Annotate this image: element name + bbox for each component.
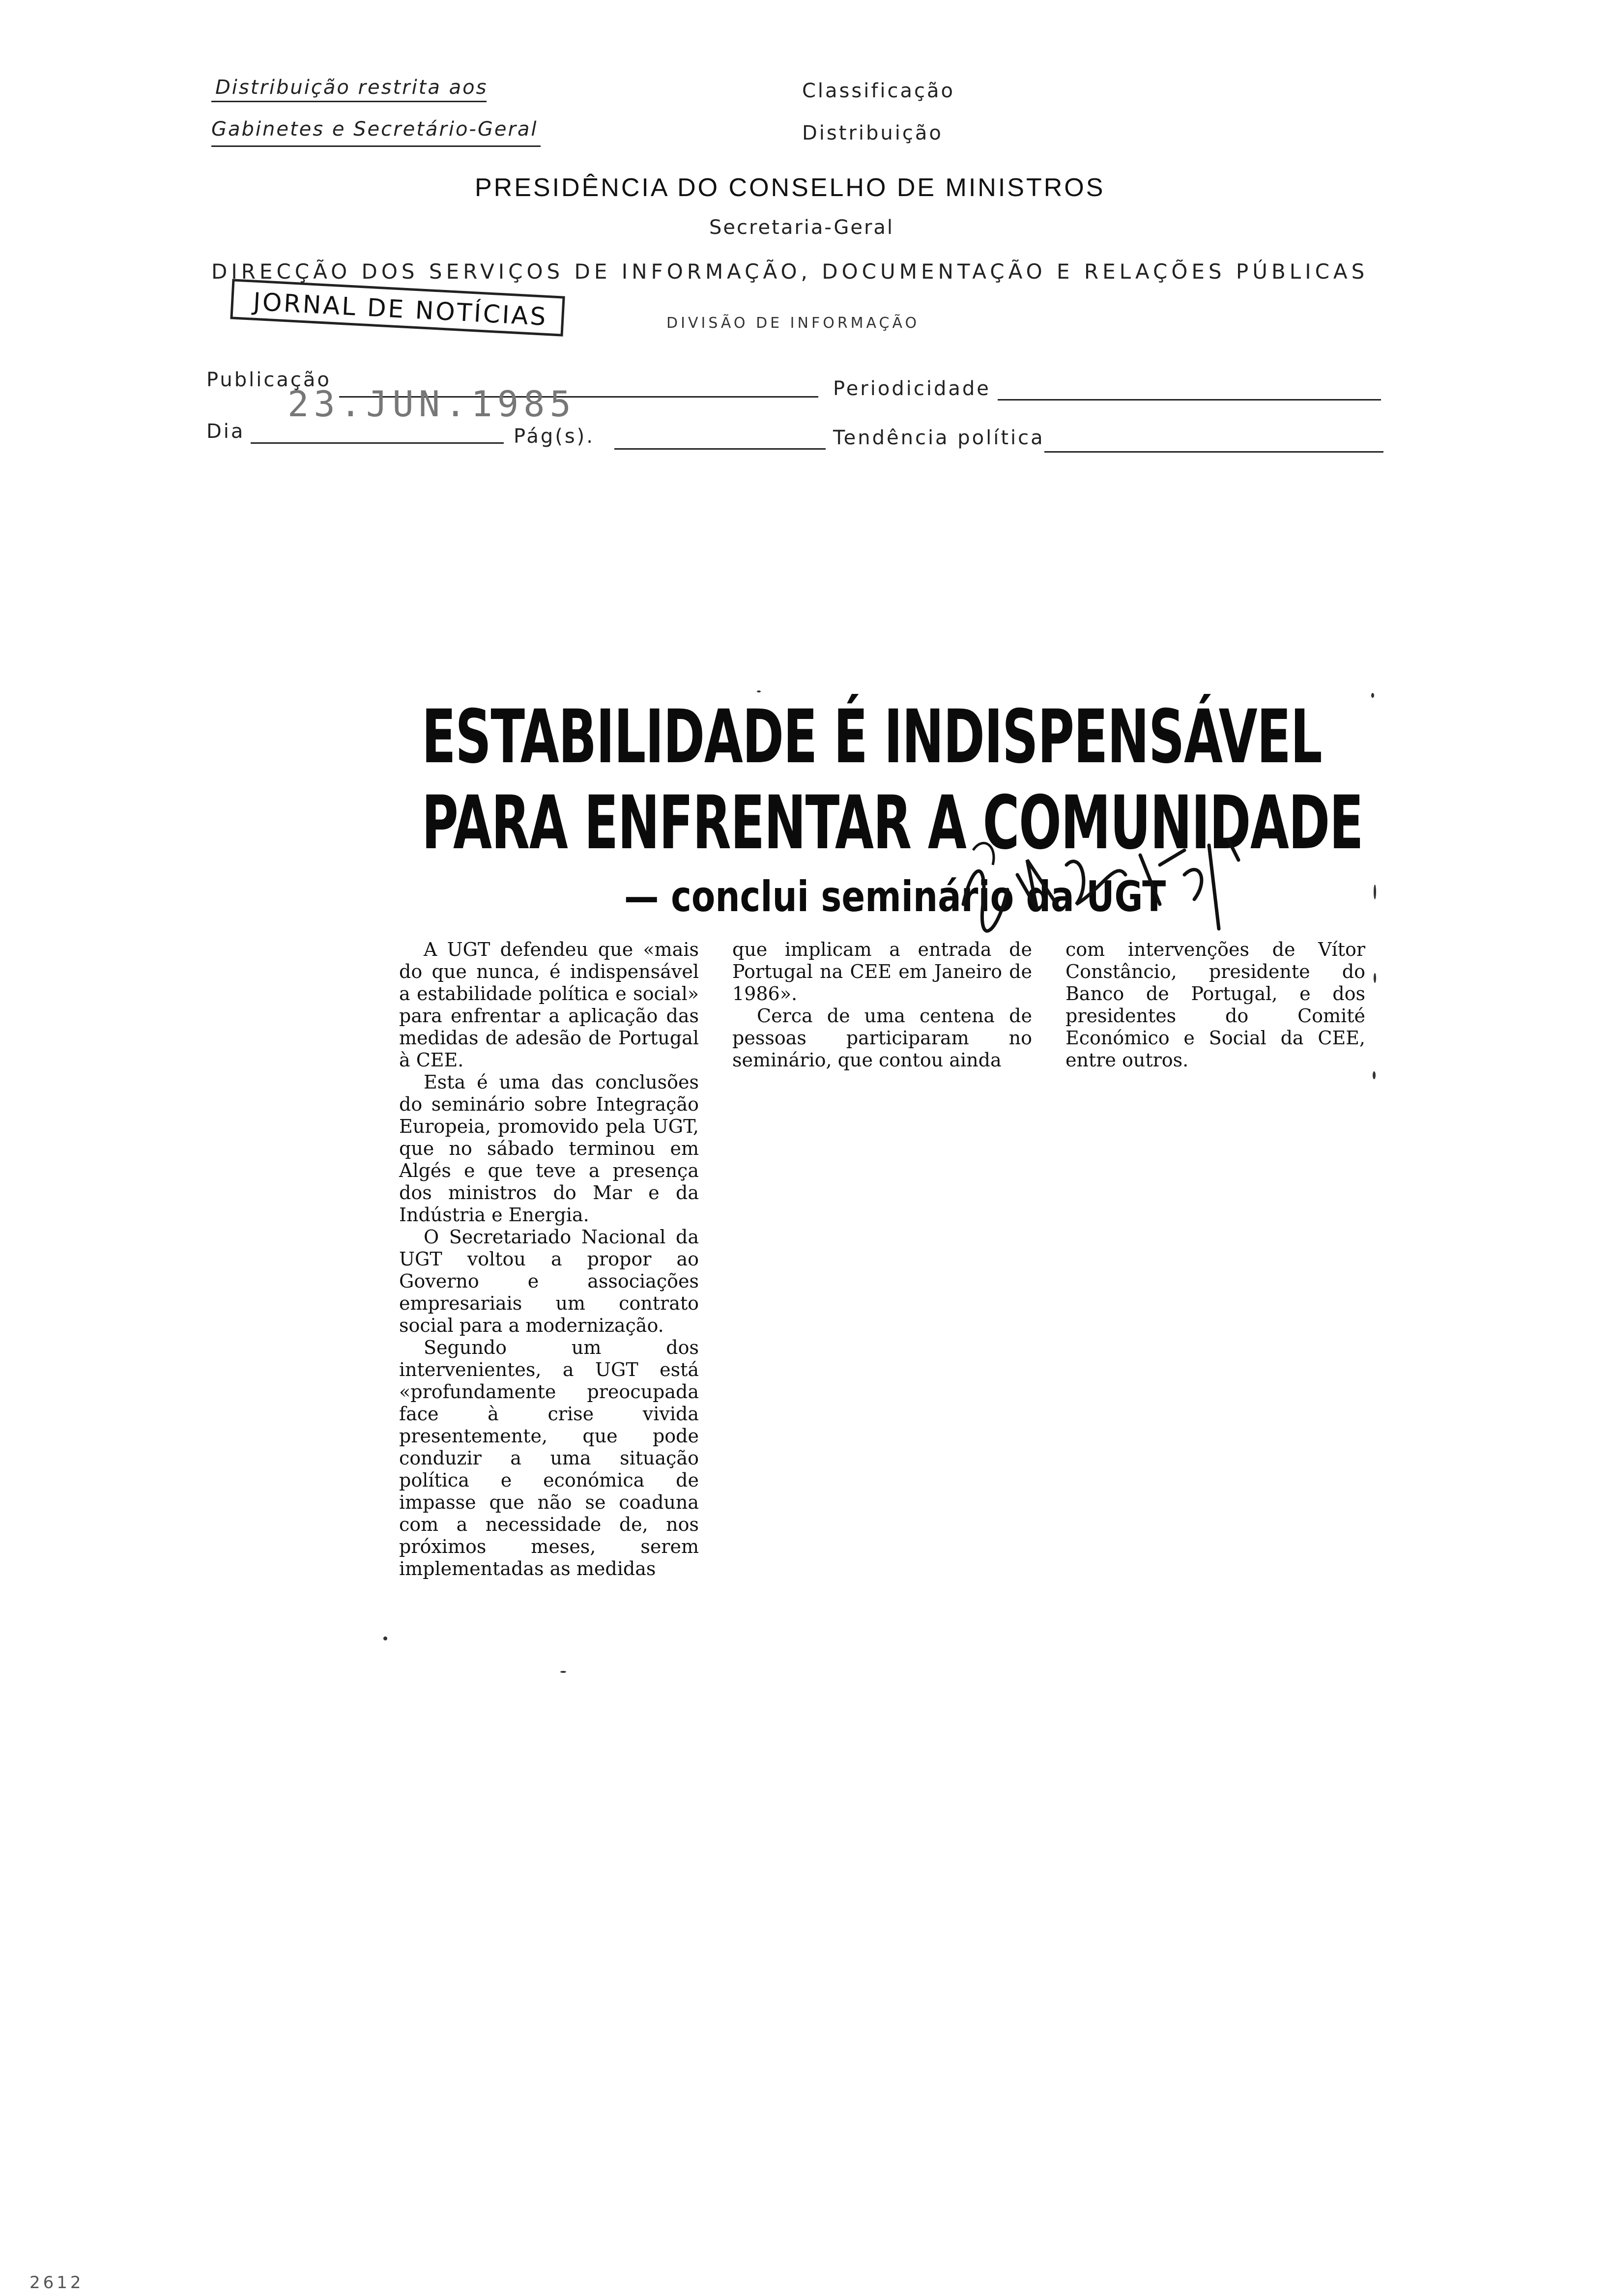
directorate-heading: DIRECÇÃO DOS SERVIÇOS DE INFORMAÇÃO, DOCUMENTAÇÃO E RELAÇÕES PÚBLICAS bbox=[211, 259, 1369, 284]
distribution-restriction-line1: Distribuição restrita aos bbox=[215, 76, 488, 99]
column2-paragraph: que implicam a entrada de Portugal na CEE em Janeiro de 1986». bbox=[732, 939, 1032, 1004]
column1-paragraph: Esta é uma das conclusões do seminário sobre Integração Europeia, promovido pela UGT, que no sábado terminou em Algés e que teve a presença dos ministros do Mar e da Indústria e Energia. bbox=[399, 1071, 699, 1226]
division-heading: DIVISÃO DE INFORMAÇÃO bbox=[666, 315, 920, 332]
handwritten-scribble-icon bbox=[953, 831, 1248, 939]
pages-field-line bbox=[614, 448, 826, 450]
date-stamp: 23.JUN.1985 bbox=[288, 383, 576, 425]
article-column-2 bbox=[732, 939, 1032, 1071]
periodicity-field-line bbox=[998, 399, 1381, 401]
day-field-line bbox=[251, 442, 504, 444]
political-tendency-label: Tendência política bbox=[833, 427, 1045, 449]
distribution-underline-2 bbox=[211, 145, 541, 147]
classification-label: Classificação bbox=[802, 80, 955, 102]
newspaper-name-stamp: JORNAL DE NOTÍCIAS bbox=[230, 279, 565, 336]
column2-paragraph: Cerca de uma centena de pessoas participaram no seminário, que contou ainda bbox=[732, 1005, 1032, 1071]
clipping-mark bbox=[560, 1671, 566, 1673]
pages-label: Pág(s). bbox=[514, 425, 595, 448]
distribution-label: Distribuição bbox=[802, 122, 943, 144]
subheadline: — conclui seminário da UGT bbox=[624, 872, 1166, 921]
day-label: Dia bbox=[206, 420, 245, 443]
article-column-1 bbox=[399, 939, 699, 1580]
clipping-mark bbox=[757, 690, 761, 692]
column1-paragraph: O Secretariado Nacional da UGT voltou a propor ao Governo e associações empresariais um contrato social para a modernização. bbox=[399, 1226, 699, 1336]
political-tendency-field-line bbox=[1044, 451, 1383, 453]
clipping-mark bbox=[1371, 693, 1374, 698]
clipping-mark bbox=[1374, 973, 1376, 983]
article-column-3 bbox=[1065, 939, 1365, 1071]
clipping-mark bbox=[1374, 885, 1376, 899]
publication-label: Publicação bbox=[206, 369, 331, 391]
headline-line1: ESTABILIDADE É INDISPENSÁVEL bbox=[422, 694, 1322, 780]
secretariat-heading: Secretaria-Geral bbox=[709, 216, 894, 239]
margin-note: 2612 bbox=[29, 2273, 84, 2293]
ministry-heading: PRESIDÊNCIA DO CONSELHO DE MINISTROS bbox=[475, 173, 1105, 202]
column3-paragraph: com intervenções de Vítor Constâncio, presidente do Banco de Portugal, e dos presidentes do Comité Económico e Social da CEE, entre outros. bbox=[1065, 939, 1365, 1071]
periodicity-label: Periodicidade bbox=[833, 377, 991, 400]
distribution-restriction-line2: Gabinetes e Secretário-Geral bbox=[211, 118, 538, 141]
clipping-mark bbox=[383, 1636, 387, 1640]
column1-paragraph: A UGT defendeu que «mais do que nunca, é indispensável a estabilidade política e social» para enfrentar a aplicação das medidas de adesão de Portugal à CEE. bbox=[399, 939, 699, 1071]
column1-paragraph: Segundo um dos intervenientes, a UGT está «profundamente preocupada face à crise vivida presentemente, que pode conduzir a uma situação política e económica de impasse que não se coaduna com a necessidade de, nos próximos meses, serem implementadas as medidas bbox=[399, 1337, 699, 1579]
clipping-mark bbox=[1373, 1071, 1376, 1079]
distribution-underline-1 bbox=[211, 101, 487, 102]
headline-line2: PARA ENFRENTAR A COMUNIDADE bbox=[422, 780, 1363, 866]
